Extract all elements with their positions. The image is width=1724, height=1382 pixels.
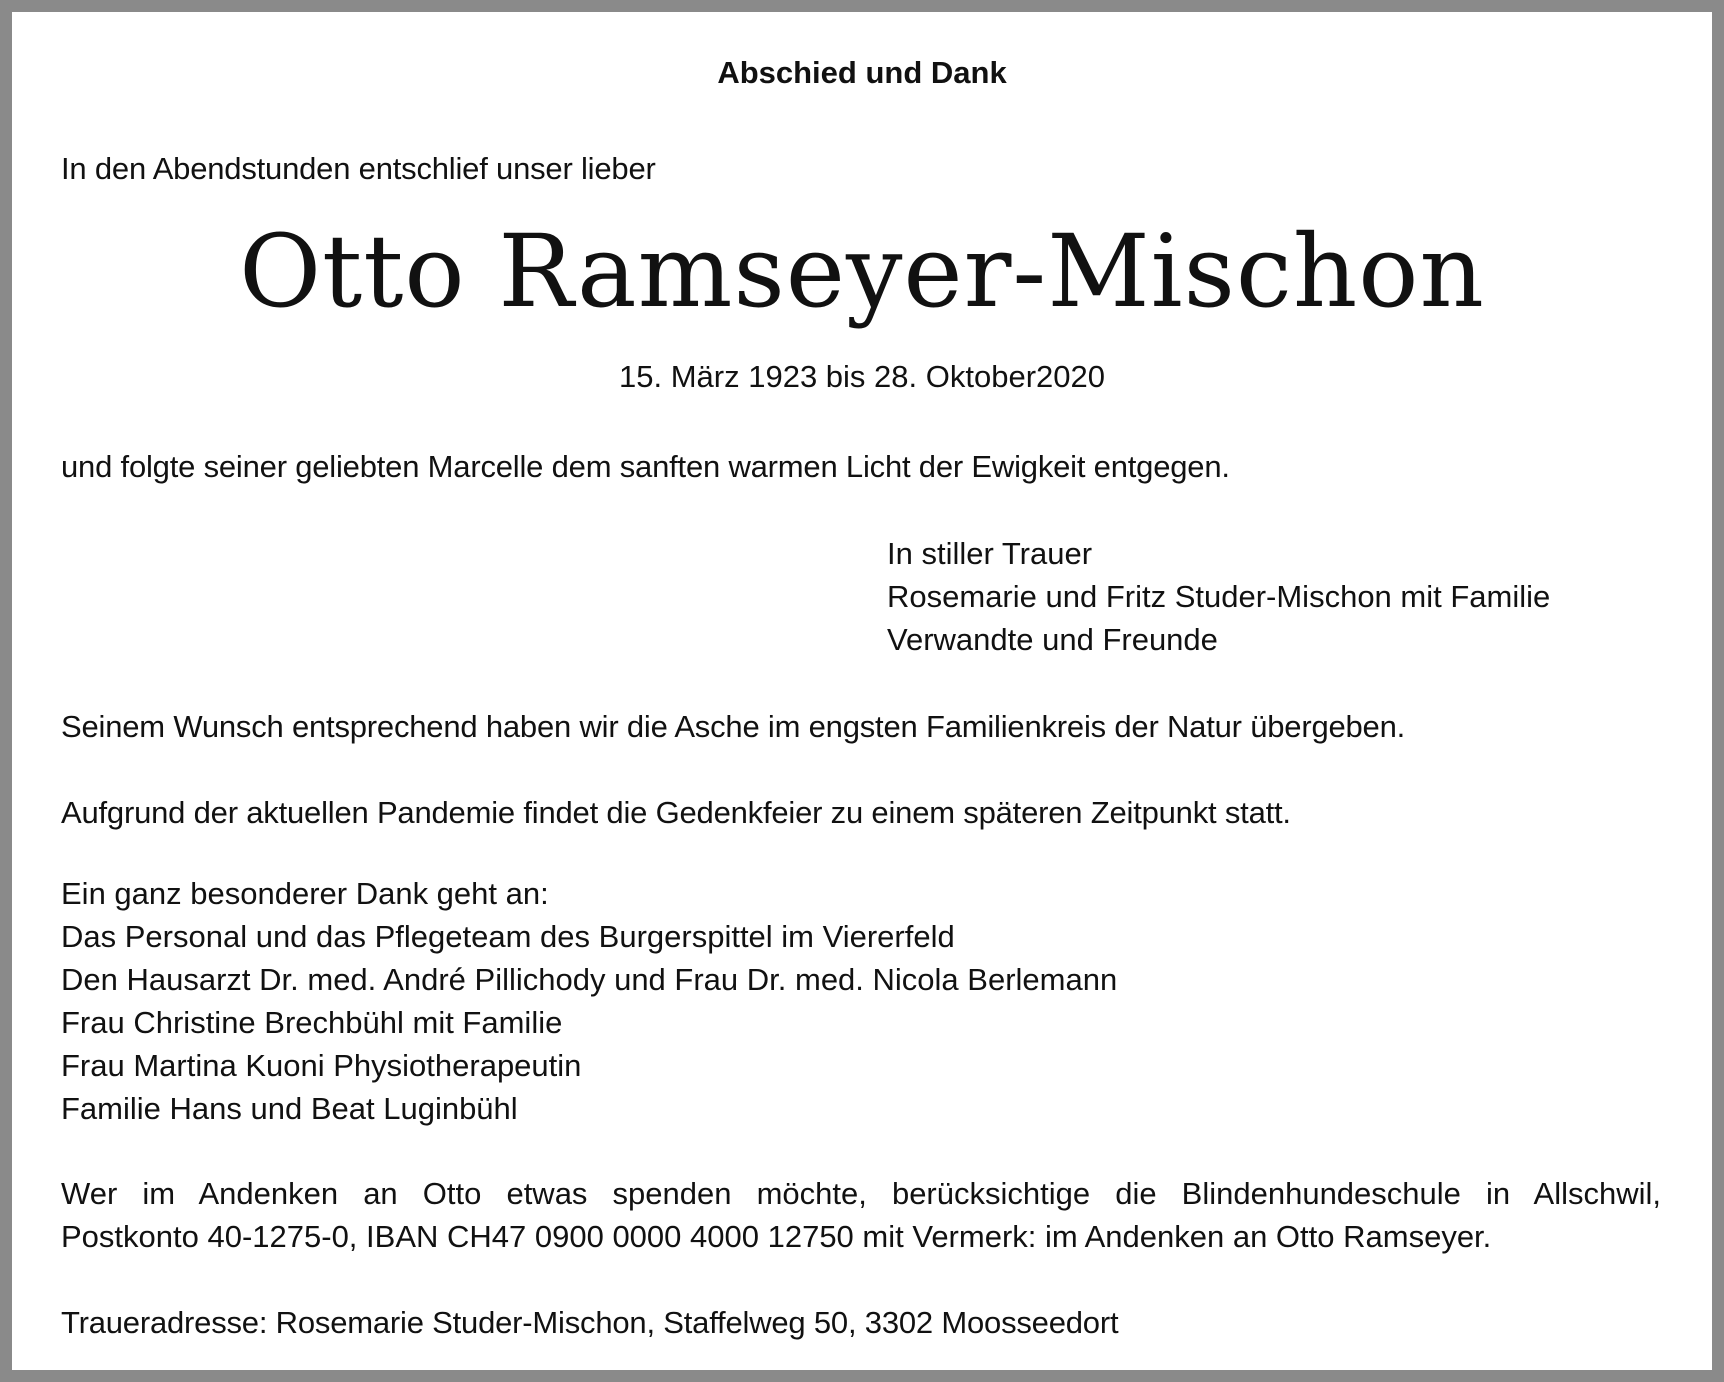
thanks-item: Frau Christine Brechbühl mit Familie bbox=[61, 1005, 563, 1040]
memorial-text: Aufgrund der aktuellen Pandemie findet die Gedenkfeier zu einem späteren Zeitpunkt statt. bbox=[61, 795, 1291, 830]
mourners-signature bbox=[887, 532, 1550, 661]
thanks-item: Familie Hans und Beat Luginbühl bbox=[61, 1091, 518, 1126]
intro-text: In den Abendstunden entschlief unser lieber bbox=[61, 151, 656, 186]
obituary-notice bbox=[12, 12, 1712, 1370]
thanks-item: Frau Martina Kuoni Physiotherapeutin bbox=[61, 1048, 582, 1083]
mourners-line: Verwandte und Freunde bbox=[887, 622, 1218, 657]
mourning-address: Traueradresse: Rosemarie Studer-Mischon, Staffelweg 50, 3302 Moosseedort bbox=[61, 1305, 1119, 1340]
notice-heading: Abschied und Dank bbox=[717, 55, 1007, 90]
thanks-section bbox=[61, 872, 1117, 1130]
thanks-item: Das Personal und das Pflegeteam des Burgerspittel im Viererfeld bbox=[61, 919, 955, 954]
thanks-intro: Ein ganz besonderer Dank geht an: bbox=[61, 876, 549, 911]
mourners-line: Rosemarie und Fritz Studer-Mischon mit Familie bbox=[887, 579, 1551, 614]
ashes-text: Seinem Wunsch entsprechend haben wir die Asche im engsten Familienkreis der Natur übergeben. bbox=[61, 709, 1406, 744]
donation-section bbox=[61, 1172, 1661, 1258]
donation-line: Postkonto 40-1275-0, IBAN CH47 0900 0000 4000 12750 mit Vermerk: im Andenken an Otto Ramseyer. bbox=[61, 1219, 1492, 1254]
thanks-item: Den Hausarzt Dr. med. André Pillichody und Frau Dr. med. Nicola Berlemann bbox=[61, 962, 1118, 997]
mourners-line: In stiller Trauer bbox=[887, 536, 1093, 571]
donation-line: Wer im Andenken an Otto etwas spenden möchte, berücksichtige die Blindenhundeschule in Allschwil, bbox=[61, 1176, 1661, 1211]
followed-text: und folgte seiner geliebten Marcelle dem sanften warmen Licht der Ewigkeit entgegen. bbox=[61, 449, 1230, 484]
deceased-name: Otto Ramseyer-Mischon bbox=[239, 213, 1485, 330]
life-dates: 15. März 1923 bis 28. Oktober2020 bbox=[619, 359, 1105, 394]
